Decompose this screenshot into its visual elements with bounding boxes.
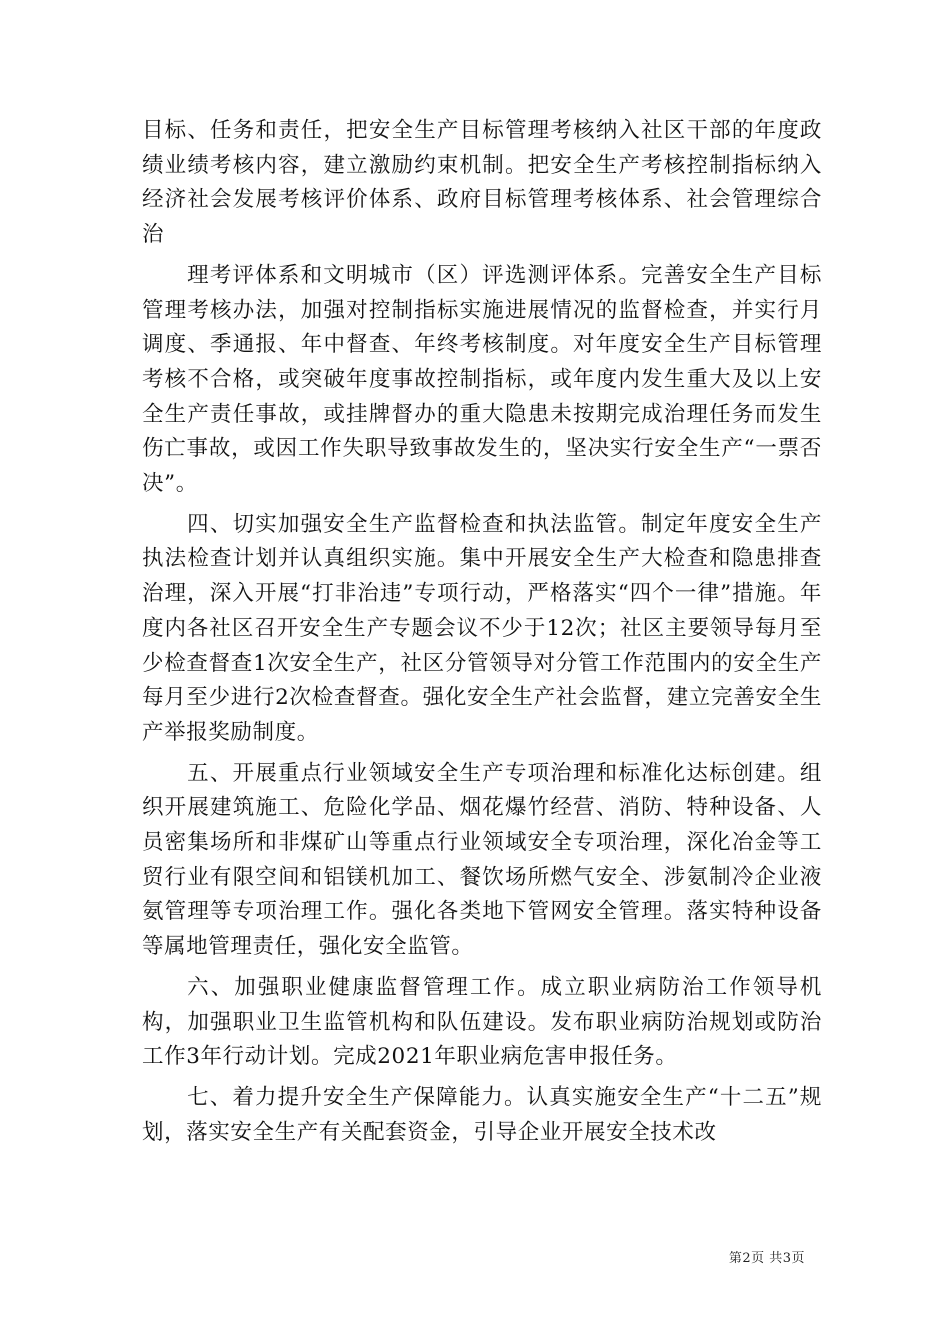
paragraph-4: 五、开展重点行业领域安全生产专项治理和标准化达标创建。组织开展建筑施工、危险化学品、烟花爆竹经营、消防、特种设备、人员密集场所和非煤矿山等重点行业领域安全专项治理，深化冶金等工贸行业有限空间和铝镁机加工、餐饮场所燃气安全、涉氨制冷企业液氨管理等专项治理工作。强化各类地下管网安全管理。落实特种设备等属地管理责任，强化安全监管。 bbox=[142, 760, 822, 960]
paragraph-1: 目标、任务和责任，把安全生产目标管理考核纳入社区干部的年度政绩业绩考核内容，建立激励约束机制。把安全生产考核控制指标纳入经济社会发展考核评价体系、政府目标管理考核体系、社会管理综合治 bbox=[142, 118, 822, 248]
document-body bbox=[142, 114, 822, 1156]
paragraph-5: 六、加强职业健康监督管理工作。成立职业病防治工作领导机构，加强职业卫生监管机构和队伍建设。发布职业病防治规划或防治工作3年行动计划。完成2021年职业病危害申报任务。 bbox=[142, 974, 822, 1070]
page-number-footer: 第2页 共3页 bbox=[728, 1251, 805, 1266]
paragraph-6: 七、着力提升安全生产保障能力。认真实施安全生产“十二五”规划，落实安全生产有关配套资金，引导企业开展安全技术改 bbox=[142, 1084, 822, 1145]
paragraph-2: 理考评体系和文明城市（区）评选测评体系。完善安全生产目标管理考核办法，加强对控制指标实施进展情况的监督检查，并实行月调度、季通报、年中督查、年终考核制度。对年度安全生产目标管理考核不合格，或突破年度事故控制指标，或年度内发生重大及以上安全生产责任事故，或挂牌督办的重大隐患未按期完成治理任务而发生伤亡事故，或因工作失职导致事故发生的，坚决实行安全生产“一票否决”。 bbox=[142, 262, 822, 497]
paragraph-3: 四、切实加强安全生产监督检查和执法监管。制定年度安全生产执法检查计划并认真组织实施。集中开展安全生产大检查和隐患排查治理，深入开展“打非治违”专项行动，严格落实“四个一律”措施。年度内各社区召开安全生产专题会议不少于12次；社区主要领导每月至少检查督查1次安全生产，社区分管领导对分管工作范围内的安全生产每月至少进行2次检查督查。强化安全生产社会监督，建立完善安全生产举报奖励制度。 bbox=[142, 511, 822, 745]
